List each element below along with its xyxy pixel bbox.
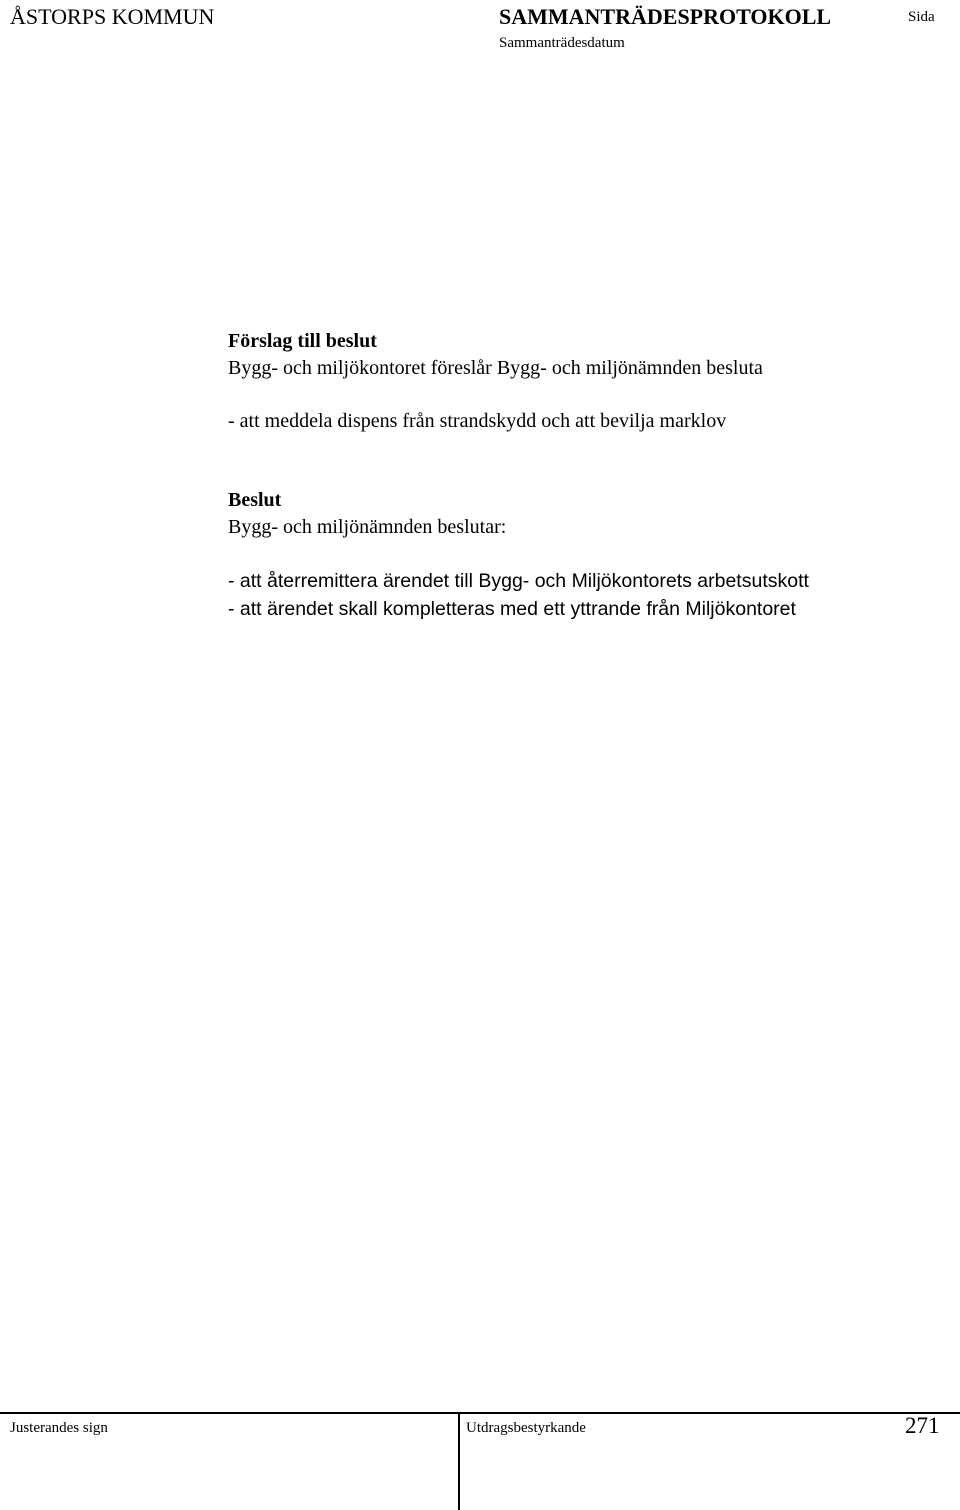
spacer [228, 381, 763, 408]
decision-point: - att återremittera ärendet till Bygg- och Miljökontorets arbetsutskott [228, 570, 809, 592]
footer-rule [0, 1412, 960, 1414]
proposal-heading: Förslag till beslut [228, 330, 377, 352]
document-title: SAMMANTRÄDESPROTOKOLL [499, 4, 832, 29]
decision-points [228, 568, 809, 623]
decision-intro: Bygg- och miljönämnden beslutar: [228, 515, 507, 538]
page-number: 271 [905, 1413, 940, 1438]
proposal-point: - att meddela dispens från strandskydd och att bevilja marklov [228, 409, 727, 432]
spacer [228, 461, 763, 488]
organization-name: ÅSTORPS KOMMUN [10, 4, 215, 29]
page-label: Sida [908, 9, 935, 25]
footer-divider [458, 1412, 460, 1510]
justering-label: Justerandes sign [10, 1420, 108, 1436]
spacer [228, 434, 763, 461]
protocol-body [228, 328, 763, 540]
proposal-intro: Bygg- och miljökontoret föreslår Bygg- och miljönämnden besluta [228, 356, 763, 379]
decision-point: - att ärendet skall kompletteras med ett yttrande från Miljökontoret [228, 597, 796, 620]
decision-heading: Beslut [228, 489, 282, 511]
utdrag-label: Utdragsbestyrkande [466, 1420, 586, 1436]
meeting-date-label: Sammanträdesdatum [499, 35, 625, 51]
